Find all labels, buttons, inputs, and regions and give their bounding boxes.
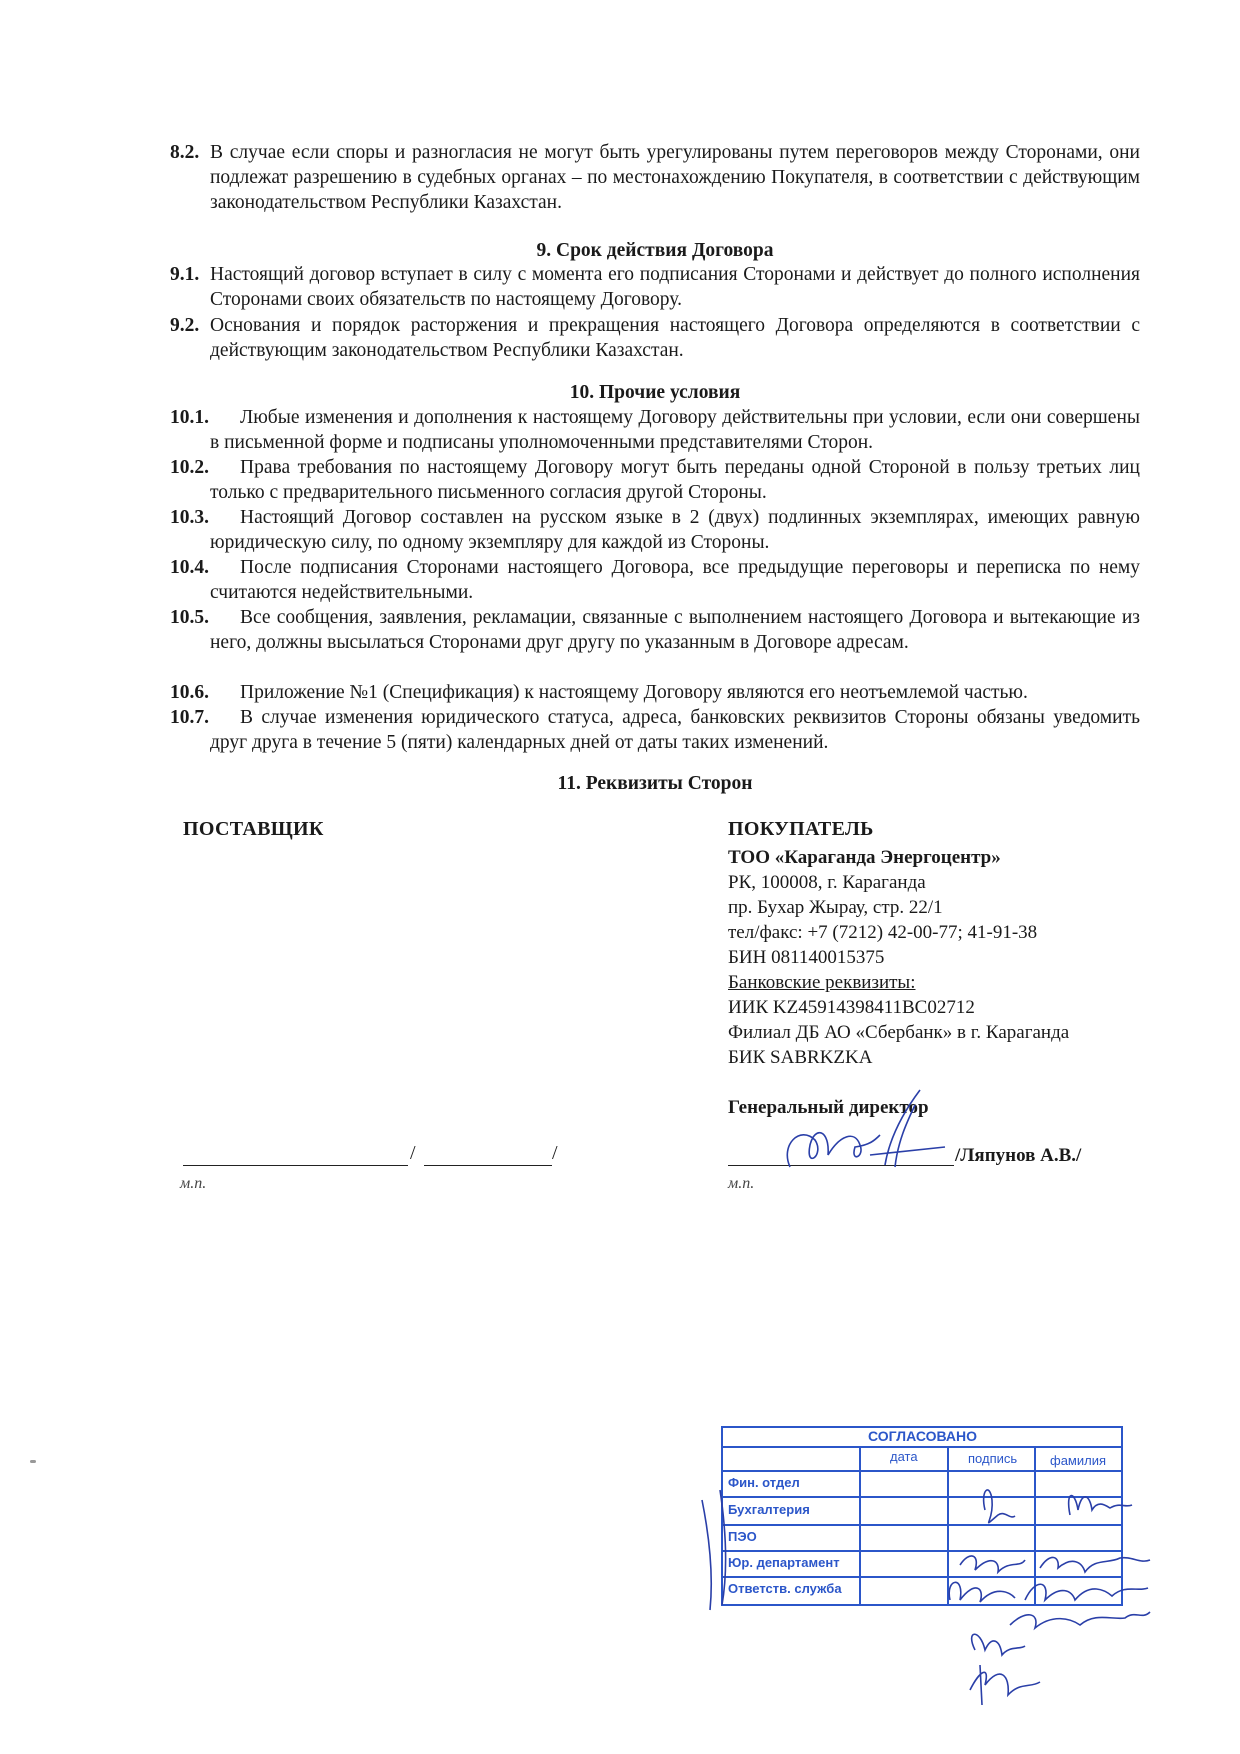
clause-text — [210, 555, 1140, 605]
buyer-bin: БИН 081140015375 — [728, 947, 885, 968]
director-signature — [770, 1085, 950, 1185]
buyer-address-2: пр. Бухар Жырау, стр. 22/1 — [728, 897, 943, 918]
clause-9-1 — [170, 262, 1140, 312]
section-9-title: 9. Срок действия Договора — [536, 240, 774, 261]
buyer-address-1: РК, 100008, г. Караганда — [728, 872, 926, 893]
clause-text: Основания и порядок расторжения и прекращения настоящего Договора определяются в соответствии с действующим законодательством Республики Казахстан. — [210, 315, 1140, 361]
stamp-col-surname: фамилия — [1050, 1453, 1107, 1468]
buyer-company: ТОО «Караганда Энергоцентр» — [728, 847, 1001, 868]
clause-text — [210, 605, 1140, 655]
scan-artifact — [30, 1460, 36, 1463]
clause-10-2 — [170, 455, 1140, 505]
slash-separator: / — [410, 1142, 416, 1164]
clause-8-2 — [170, 140, 1140, 215]
clause-number: 9.2. — [170, 315, 200, 336]
clause-9-2 — [170, 313, 1140, 363]
clause-text-content: Все сообщения, заявления, рекламации, связанные с выполнением настоящего Договора и вытекающие из него, должны высылаться Сторонами друг другу по указанным в Договоре адресам. — [210, 607, 1140, 653]
clause-text — [210, 455, 1140, 505]
supplier-signature-line — [183, 1165, 408, 1166]
clause-text — [210, 405, 1140, 455]
clause-10-1 — [170, 405, 1140, 455]
clause-number: 8.2. — [170, 142, 200, 163]
clause-text-content: Приложение №1 (Спецификация) к настоящему Договору являются его неотъемлемой частью. — [240, 682, 1028, 703]
stamp-col-signature: подпись — [968, 1451, 1018, 1466]
buyer-iik: ИИК KZ45914398411BC02712 — [728, 997, 975, 1018]
clause-text — [210, 680, 1140, 705]
clause-text: В случае если споры и разногласия не могут быть урегулированы путем переговоров между Сторонами, они подлежат разрешению в судебных органах – по местонахождению Покупателя, в соответствии с действующим законодательством Республики Казахстан. — [210, 142, 1140, 213]
buyer-bank: Филиал ДБ АО «Сбербанк» в г. Караганда — [728, 1022, 1070, 1043]
clause-number: 10.2. — [170, 457, 209, 478]
buyer-seal-place: м.п. — [728, 1175, 755, 1192]
clause-10-6 — [170, 680, 1140, 705]
clause-text — [210, 505, 1140, 555]
clause-10-3 — [170, 505, 1140, 555]
supplier-heading: ПОСТАВЩИК — [183, 818, 324, 840]
clause-number: 10.4. — [170, 557, 209, 578]
stamp-row-finance: Фин. отдел — [728, 1475, 800, 1490]
buyer-signer-name: /Ляпунов А.В./ — [955, 1145, 1082, 1166]
buyer-bank-label: Банковские реквизиты: — [728, 972, 916, 993]
clause-number: 10.3. — [170, 507, 209, 528]
stamp-row-legal: Юр. департамент — [728, 1555, 840, 1570]
clause-number: 10.6. — [170, 682, 209, 703]
clause-text-content: Права требования по настоящему Договору могут быть переданы одной Стороной в пользу третьих лиц только с предварительного письменного согласия другой Стороны. — [210, 457, 1140, 503]
clause-text-content: После подписания Сторонами настоящего Договора, все предыдущие переговоры и переписка по нему считаются недействительными. — [210, 557, 1140, 603]
buyer-phone: тел/факс: +7 (7212) 42-00-77; 41-91-38 — [728, 922, 1038, 943]
clause-number: 10.7. — [170, 707, 209, 728]
clause-10-5 — [170, 605, 1140, 655]
buyer-heading: ПОКУПАТЕЛЬ — [728, 818, 874, 840]
clause-number: 10.1. — [170, 407, 209, 428]
buyer-signer-position: Генеральный директор — [728, 1097, 929, 1118]
clause-text — [210, 705, 1140, 755]
clause-text-content: Настоящий Договор составлен на русском языке в 2 (двух) подлинных экземплярах, имеющих равную юридическую силу, по одному экземпляру для каждой из Стороны. — [210, 507, 1140, 553]
clause-text: Настоящий договор вступает в силу с момента его подписания Сторонами и действует до полного исполнения Сторонами своих обязательств по настоящему Договору. — [210, 264, 1140, 310]
supplier-name-line — [424, 1165, 552, 1166]
clause-text-content: В случае изменения юридического статуса, адреса, банковских реквизитов Стороны обязаны уведомить друг друга в течение 5 (пяти) календарных дней от даты таких изменений. — [210, 707, 1140, 753]
clause-number: 10.5. — [170, 607, 209, 628]
stamp-row-peo: ПЭО — [728, 1529, 757, 1544]
supplier-seal-place: м.п. — [180, 1175, 207, 1192]
approval-signatures — [680, 1460, 1160, 1710]
stamp-row-responsible: Ответств. служба — [728, 1581, 842, 1596]
clause-10-4 — [170, 555, 1140, 605]
stamp-row-accounting: Бухгалтерия — [728, 1502, 810, 1517]
section-11-title: 11. Реквизиты Сторон — [557, 773, 753, 794]
clause-text-content: Любые изменения и дополнения к настоящему Договору действительны при условии, если они совершены в письменной форме и подписаны уполномоченными представителями Сторон. — [210, 407, 1140, 453]
clause-10-7 — [170, 705, 1140, 755]
section-10-title: 10. Прочие условия — [569, 382, 741, 403]
stamp-col-date: дата — [890, 1449, 918, 1464]
stamp-title: СОГЛАСОВАНО — [868, 1428, 977, 1444]
clause-number: 9.1. — [170, 264, 200, 285]
slash-separator: / — [552, 1142, 558, 1164]
buyer-bik: БИК SABRKZKA — [728, 1047, 873, 1068]
